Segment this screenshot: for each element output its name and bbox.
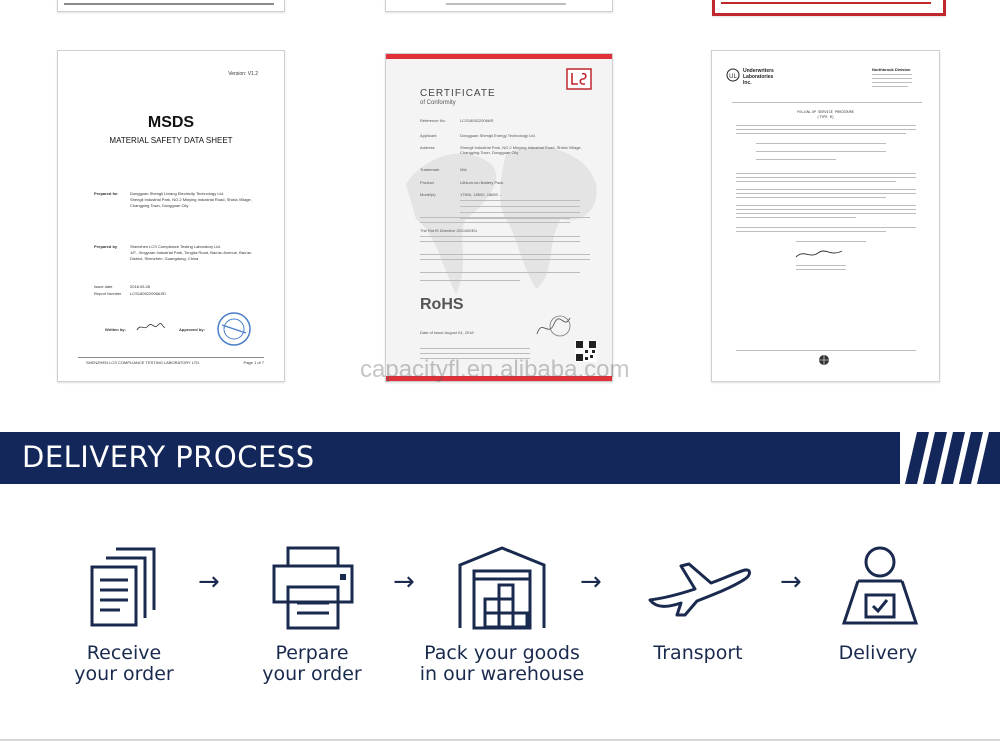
- rohs-field-label: Reference No.: [420, 118, 446, 123]
- arrow-icon: →: [780, 567, 802, 597]
- lcs-logo-icon: [566, 68, 592, 90]
- rohs-field-row: [420, 118, 595, 133]
- step-label-pack: [405, 643, 599, 685]
- rohs-field-row: [420, 192, 595, 232]
- step-label-receive: [44, 643, 204, 685]
- ul-title: FOLLOW-UP SERVICE PROCEDURE: [797, 111, 854, 115]
- msds-prepared-for-value: Dongguan Shengli Lixiang Electricity Technology Ltd. Shengli Industrial Park, NO.2 Minying Industrial Road, Shixia Village, Changping Town, Dongguan City: [130, 191, 252, 208]
- step-label-line2: your order: [262, 663, 362, 685]
- signature-icon: [534, 312, 574, 340]
- arrow-icon: →: [580, 567, 602, 597]
- step-label-delivery: [798, 643, 958, 664]
- msds-certificate: [57, 50, 285, 382]
- rohs-heading: CERTIFICATE: [420, 88, 496, 99]
- ul-division: Northbrook Division: [872, 67, 911, 72]
- step-label-line2: your order: [74, 663, 174, 685]
- rohs-field-value: N/A: [460, 167, 467, 172]
- msds-title: MSDS: [147, 114, 195, 131]
- warehouse-icon: [457, 545, 547, 631]
- ul-subtitle: (TYPE R): [817, 116, 834, 120]
- rohs-field-value: Dongguan Shengli Energy Technology Ltd.: [460, 133, 536, 138]
- ul-company: Underwriters Laboratories Inc.: [743, 68, 774, 86]
- stamp-icon: [216, 311, 252, 347]
- delivery-person-icon: [838, 545, 922, 627]
- ul-logo-icon: [726, 68, 740, 82]
- arrow-icon: →: [198, 567, 220, 597]
- msds-written-by-label: Written by:: [105, 327, 126, 332]
- rohs-subheading: of Conformity: [420, 100, 456, 106]
- msds-approved-by-label: Approved by:: [179, 327, 205, 332]
- step-label-line1: Receive: [86, 642, 162, 664]
- step-label-prepare: [232, 643, 392, 685]
- rohs-issue-date: Date of Issue August 04, 2018: [420, 330, 474, 335]
- signature-icon: [794, 247, 844, 261]
- printer-icon: [271, 545, 355, 631]
- step-label-line1: Pack your goods: [424, 642, 580, 664]
- step-label-line1: Transport: [653, 642, 743, 664]
- watermark-text: capacityfl.en.alibaba.com: [360, 356, 630, 383]
- msds-report-number-label: Report Number: [94, 291, 122, 296]
- rohs-certificate: [385, 53, 613, 382]
- rohs-mark: RoHS: [420, 296, 464, 313]
- step-label-line1: Perpare: [275, 642, 349, 664]
- step-label-line2: in our warehouse: [419, 663, 585, 685]
- ul-certificate: [711, 50, 940, 382]
- rohs-field-row: [420, 167, 595, 180]
- signature-icon: [136, 321, 166, 333]
- rohs-field-label: Model(s): [420, 192, 436, 197]
- arrow-icon: →: [393, 567, 415, 597]
- msds-issue-date-label: Issue date: [94, 284, 113, 289]
- rohs-field-row: [420, 133, 595, 145]
- msds-page-number: Page 1 of 7: [243, 360, 264, 365]
- rohs-field-label: Trademark: [420, 167, 440, 172]
- msds-report-number-value: LCS180522006ASD: [130, 291, 167, 296]
- rohs-field-list: [420, 118, 595, 232]
- step-label-line1: Delivery: [838, 642, 918, 664]
- rohs-field-row: [420, 180, 595, 192]
- rohs-field-value: 17500, 18500, 18650 ...: [460, 192, 503, 197]
- msds-footer: SHENZHEN LCS COMPLIANCE TESTING LABORATORY LTD.: [86, 360, 201, 365]
- airplane-icon: [645, 558, 753, 618]
- rohs-field-value: Shengli Industrial Park, NO.2 Minying Industrial Road, Shixia Village, Changping Town, Dongguan City: [460, 145, 582, 155]
- rohs-field-value: Lithium-ion Battery Pack: [460, 180, 504, 185]
- msds-prepared-by-value: Shenzhen LCS Compliance Testing Laboratory Ltd. 1/F., Xingyuan Industrial Park, Tongda Road, Bao'an Avenue, Bao'an District, Shenzhen, Guangdong, China: [130, 244, 252, 261]
- msds-prepared-for-label: Prepared for: [94, 191, 118, 196]
- rohs-field-label: Applicant: [420, 133, 437, 138]
- svg-text:UL: UL: [729, 74, 737, 80]
- globe-icon: [818, 354, 830, 366]
- cropped-certificate-left: [57, 0, 285, 12]
- step-label-transport: [618, 643, 778, 664]
- cropped-certificate-middle: [385, 0, 613, 12]
- documents-icon: [88, 546, 160, 628]
- msds-version: Version: V1.2: [228, 71, 258, 77]
- rohs-directive: The RoHS Directive 2011/65/EU: [420, 228, 478, 233]
- delivery-title: DELIVERY PROCESS: [22, 440, 315, 474]
- banner-stripes-icon: [900, 432, 1000, 484]
- msds-prepared-by-label: Prepared by: [94, 244, 118, 249]
- rohs-field-value: LCS180522006AR: [460, 118, 494, 123]
- msds-issue-date-value: 2018.05.28: [130, 284, 151, 289]
- rohs-field-label: Address: [420, 145, 435, 150]
- rohs-field-row: [420, 145, 595, 167]
- msds-subtitle: MATERIAL SAFETY DATA SHEET: [109, 136, 233, 145]
- cropped-certificate-right: [712, 0, 946, 16]
- rohs-field-label: Product: [420, 180, 434, 185]
